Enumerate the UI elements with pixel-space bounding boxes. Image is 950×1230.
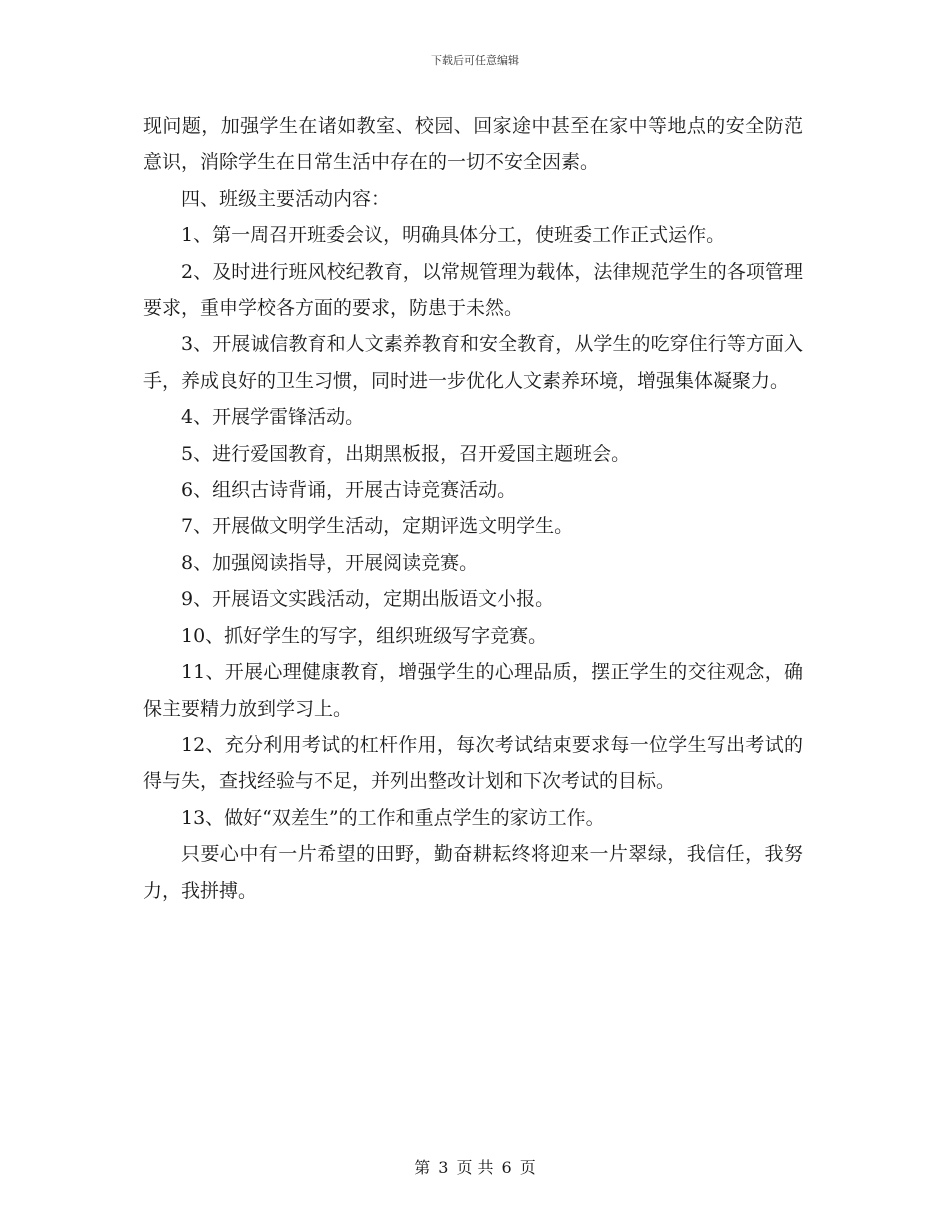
list-item-12: 12、充分利用考试的杠杆作用，每次考试结束要求每一位学生写出考试的得与失，查找经验与不足，并列出整改计划和下次考试的目标。 bbox=[143, 733, 803, 793]
list-item-10: 10、抓好学生的写字，组织班级写字竞赛。 bbox=[181, 624, 548, 647]
list-item-8: 8、加强阅读指导，开展阅读竞赛。 bbox=[181, 551, 479, 574]
list-item-2: 2、及时进行班风校纪教育，以常规管理为载体，法律规范学生的各项管理要求，重申学校各方面的要求，防患于未然。 bbox=[143, 260, 803, 320]
list-item-11: 11、开展心理健康教育，增强学生的心理品质，摆正学生的交往观念，确保主要精力放到学习上。 bbox=[143, 661, 803, 720]
list-item-4: 4、开展学雷锋活动。 bbox=[181, 406, 365, 429]
list-item-1: 1、第一周召开班委会议，明确具体分工，使班委工作正式运作。 bbox=[181, 224, 726, 247]
list-item-9: 9、开展语文实践活动，定期出版语文小报。 bbox=[181, 588, 555, 611]
section-heading-activities: 四、班级主要活动内容： bbox=[181, 187, 391, 210]
page-header: 下载后可任意编辑 bbox=[431, 54, 519, 67]
footer-middle: 页 共 bbox=[456, 1158, 494, 1177]
page-footer bbox=[0, 1155, 950, 1178]
list-item-5: 5、进行爱国教育，出期黑板报，召开爱国主题班会。 bbox=[181, 442, 631, 465]
document-body bbox=[143, 108, 803, 909]
list-item-3: 3、开展诚信教育和人文素养教育和安全教育，从学生的吃穿住行等方面入手，养成良好的卫生习惯，同时进一步优化人文素养环境，增强集体凝聚力。 bbox=[143, 333, 803, 392]
footer-total-pages: 6 bbox=[501, 1158, 512, 1177]
closing-paragraph: 只要心中有一片希望的田野，勤奋耕耘终将迎来一片翠绿，我信任，我努力，我拼搏。 bbox=[143, 843, 803, 902]
footer-current-page: 3 bbox=[438, 1158, 449, 1177]
list-item-7: 7、开展做文明学生活动，定期评选文明学生。 bbox=[181, 515, 574, 538]
list-item-13: 13、做好“双差生”的工作和重点学生的家访工作。 bbox=[181, 806, 605, 829]
footer-suffix: 页 bbox=[519, 1158, 536, 1177]
footer-prefix: 第 bbox=[414, 1158, 431, 1177]
list-item-6: 6、组织古诗背诵，开展古诗竞赛活动。 bbox=[181, 479, 517, 502]
paragraph-continuation: 现问题，加强学生在诸如教室、校园、回家途中甚至在家中等地点的安全防范意识，消除学生在日常生活中存在的一切不安全因素。 bbox=[143, 115, 803, 174]
